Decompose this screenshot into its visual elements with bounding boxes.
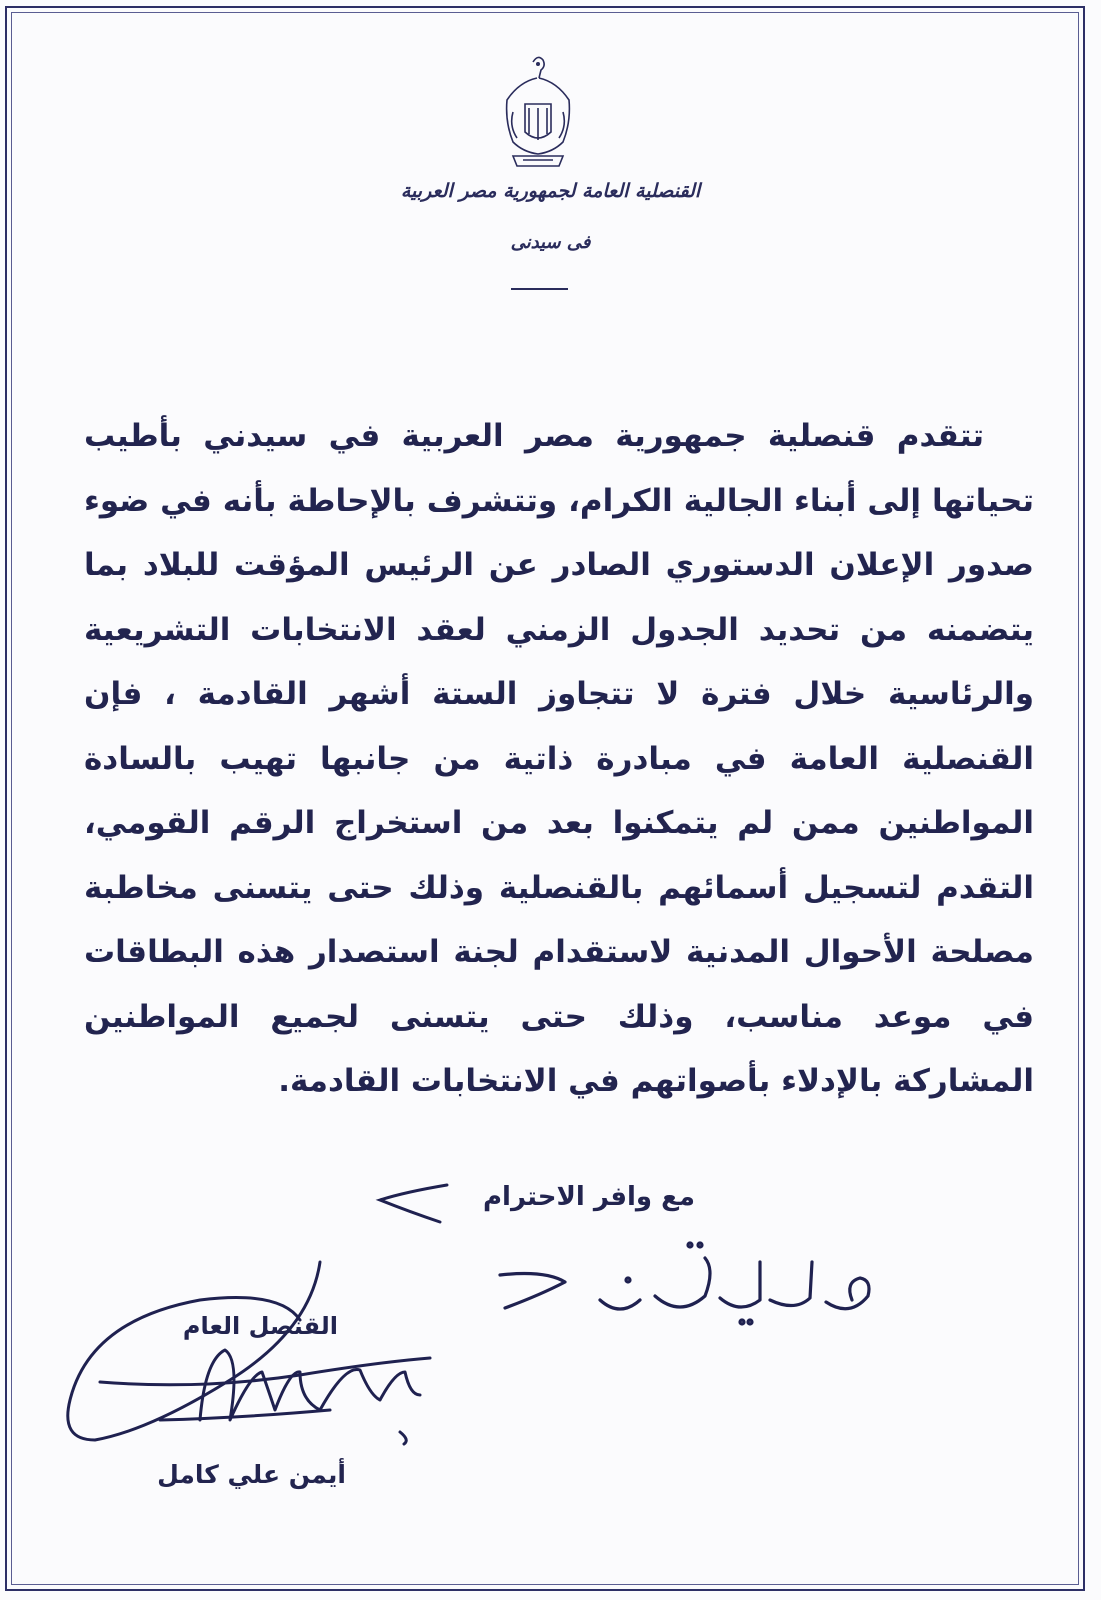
closing-regards: مع وافر الاحترام — [483, 1182, 695, 1212]
consulate-header-city: فى سيدنى — [510, 232, 591, 253]
letter-body: تتقدم قنصلية جمهورية مصر العربية في سيدني بأطيب تحياتها إلى أبناء الجالية الكرام، وتتشرف بالإحاطة بأنه في ضوء صدور الإعلان الدستوري الصادر عن الرئيس المؤقت للبلاد بما يتضمنه من تحديد الجدول الزمني لعقد الانتخابات التشريعية والرئاسية خلال فترة لا تتجاوز الستة أشهر القادمة ، فإن القنصلية العامة في مبادرة ذاتية من جانبها تهيب بالسادة المواطنين ممن لم يتمكنوا بعد من استخراج الرقم القومي، التقدم لتسجيل أسمائهم بالقنصلية وذلك حتى يتسنى مخاطبة مصلحة الأحوال المدنية لاستقدام لجنة استصدار هذه البطاقات في موعد مناسب، وذلك حتى يتسنى لجميع المواطنين المشاركة بالإدلاء بأصواتهم في الانتخابات القادمة. — [84, 418, 1034, 1099]
header-divider — [511, 288, 568, 290]
signatory-name: أيمن علي كامل — [157, 1460, 346, 1489]
consulate-header-title: القنصلية العامة لجمهورية مصر العربية — [400, 180, 701, 202]
egyptian-eagle-emblem-icon — [499, 52, 577, 170]
signatory-title: القنصل العام — [182, 1312, 338, 1340]
